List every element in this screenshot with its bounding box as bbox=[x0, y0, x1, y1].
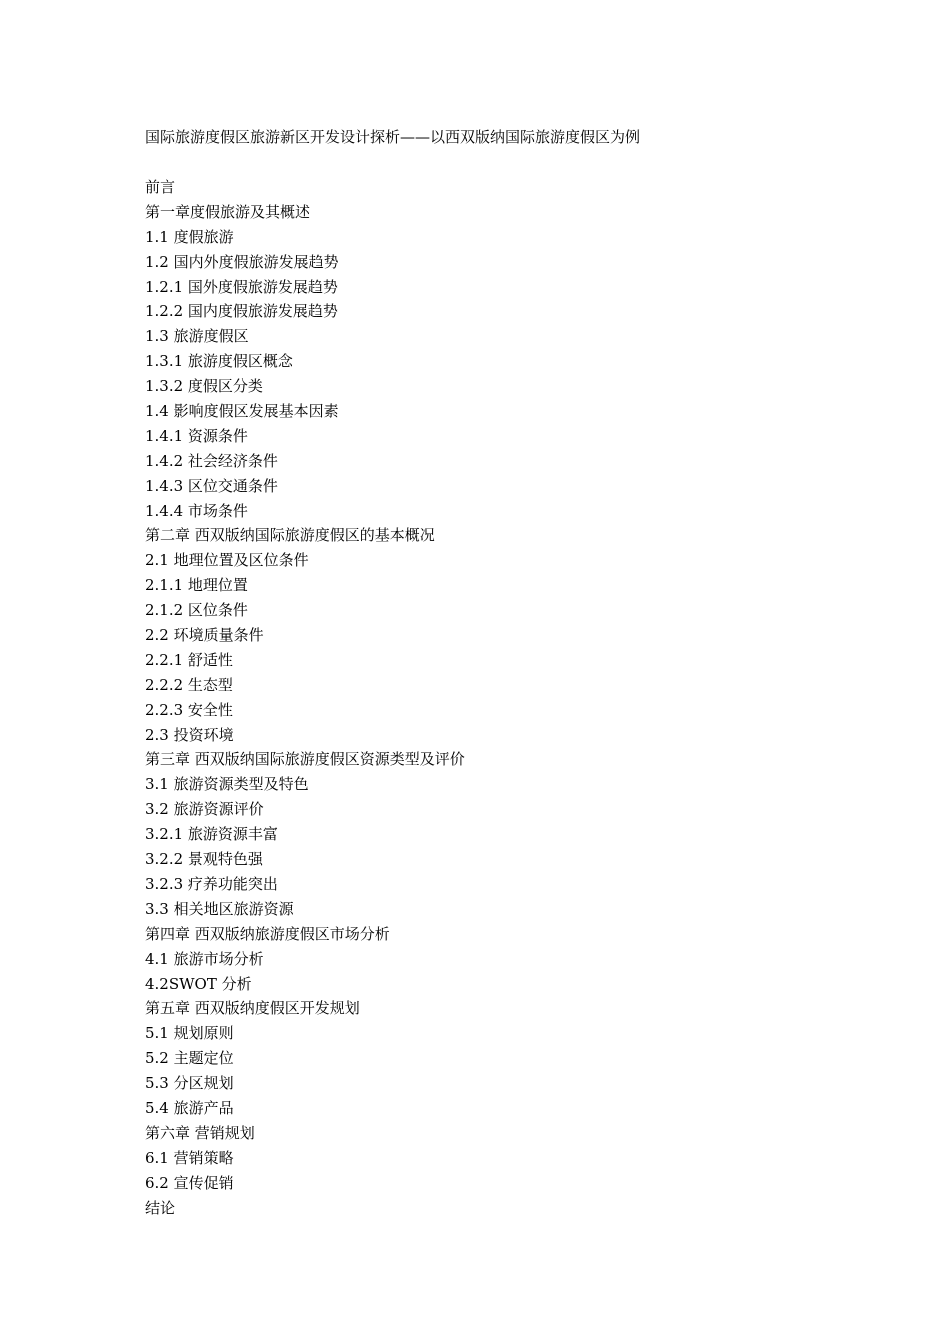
toc-entry: 1.2.1 国外度假旅游发展趋势 bbox=[145, 277, 338, 296]
toc-entry: 4.1 旅游市场分析 bbox=[145, 949, 264, 968]
toc-entry: 1.3.1 旅游度假区概念 bbox=[145, 352, 293, 371]
toc-entry: 2.2 环境质量条件 bbox=[145, 626, 264, 645]
toc-entry: 2.2.3 安全性 bbox=[145, 700, 233, 719]
toc-entry: 1.3.2 度假区分类 bbox=[145, 377, 263, 396]
toc-entry: 第二章 西双版纳国际旅游度假区的基本概况 bbox=[145, 526, 435, 545]
toc-entry: 6.1 营销策略 bbox=[145, 1148, 234, 1167]
toc-entry: 3.1 旅游资源类型及特色 bbox=[145, 775, 309, 794]
toc-entry: 1.1 度假旅游 bbox=[145, 227, 234, 246]
toc-entry: 1.2 国内外度假旅游发展趋势 bbox=[145, 252, 339, 271]
toc-entry: 第一章度假旅游及其概述 bbox=[145, 202, 311, 221]
toc-entry: 2.1.1 地理位置 bbox=[145, 576, 248, 595]
toc-entry: 2.1.2 区位条件 bbox=[145, 601, 248, 620]
toc-entry: 1.4.4 市场条件 bbox=[145, 501, 248, 520]
toc-entry: 2.1 地理位置及区位条件 bbox=[145, 551, 309, 570]
toc-entry: 1.4 影响度假区发展基本因素 bbox=[145, 402, 339, 421]
toc-entry: 第五章 西双版纳度假区开发规划 bbox=[145, 999, 360, 1018]
toc-entry: 1.3 旅游度假区 bbox=[145, 327, 249, 346]
toc-entry: 3.2.3 疗养功能突出 bbox=[145, 874, 278, 893]
toc-entry: 3.2.1 旅游资源丰富 bbox=[145, 825, 278, 844]
toc-entry: 3.2 旅游资源评价 bbox=[145, 800, 264, 819]
document-title: 国际旅游度假区旅游新区开发设计探析——以西双版纳国际旅游度假区为例 bbox=[145, 128, 641, 146]
toc-entry: 4.2SWOT 分析 bbox=[145, 974, 252, 993]
toc-entry: 1.4.3 区位交通条件 bbox=[145, 476, 278, 495]
toc-entry: 前言 bbox=[145, 178, 176, 196]
toc-entry: 5.4 旅游产品 bbox=[145, 1098, 234, 1117]
toc-entry: 2.2.2 生态型 bbox=[145, 675, 233, 694]
toc-entry: 5.3 分区规划 bbox=[145, 1074, 234, 1093]
toc-entry: 5.1 规划原则 bbox=[145, 1024, 234, 1043]
toc-entry: 1.4.1 资源条件 bbox=[145, 426, 248, 445]
toc-entry: 第三章 西双版纳国际旅游度假区资源类型及评价 bbox=[145, 750, 465, 769]
toc-entry: 第四章 西双版纳旅游度假区市场分析 bbox=[145, 924, 390, 943]
toc-entry: 3.2.2 景观特色强 bbox=[145, 850, 263, 869]
toc-entry: 1.4.2 社会经济条件 bbox=[145, 451, 278, 470]
table-of-contents bbox=[145, 175, 465, 1220]
toc-entry: 5.2 主题定位 bbox=[145, 1049, 234, 1068]
toc-entry: 2.3 投资环境 bbox=[145, 725, 234, 744]
toc-entry: 第六章 营销规划 bbox=[145, 1123, 255, 1142]
toc-entry: 1.2.2 国内度假旅游发展趋势 bbox=[145, 302, 338, 321]
toc-entry: 2.2.1 舒适性 bbox=[145, 650, 233, 669]
toc-entry: 3.3 相关地区旅游资源 bbox=[145, 899, 294, 918]
toc-entry: 6.2 宣传促销 bbox=[145, 1173, 234, 1192]
toc-entry: 结论 bbox=[145, 1198, 176, 1217]
